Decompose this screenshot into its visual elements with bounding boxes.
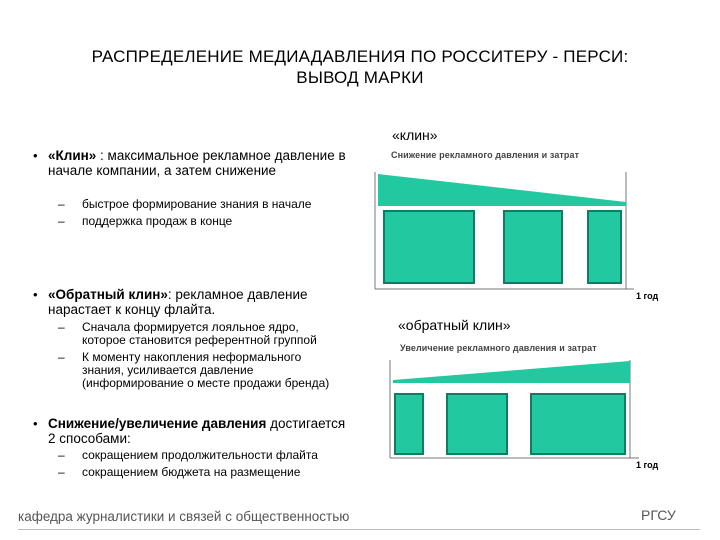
slide-title-line-1: РАСПРЕДЕЛЕНИЕ МЕДИАДАВЛЕНИЯ ПО РОССИТЕРУ - ПЕРСИ: bbox=[91, 47, 629, 66]
footer-university: РГСУ bbox=[641, 507, 676, 523]
sub-dash: – bbox=[58, 320, 65, 334]
bullet-marker: • bbox=[33, 148, 38, 163]
diagram-klin-caption: Снижение рекламного давления и затрат bbox=[391, 150, 580, 160]
sub-text-line: (информирование о месте продажи бренда) bbox=[82, 376, 330, 390]
diagram-klin-block-3 bbox=[588, 211, 621, 283]
sub-text: сокращением бюджета на размещение bbox=[82, 465, 301, 479]
diagram-klin bbox=[372, 166, 642, 291]
bullet-marker: • bbox=[33, 287, 38, 302]
bullet-marker: • bbox=[33, 416, 38, 431]
sub-text: поддержка продаж в конце bbox=[82, 214, 233, 228]
diagram-obratny-caption: Увеличение рекламного давления и затрат bbox=[400, 343, 597, 353]
diagram-klin-block-2 bbox=[504, 211, 562, 283]
diagram-obratny-year: 1 год bbox=[636, 460, 659, 470]
diagram-obratny-label: «обратный клин» bbox=[398, 317, 511, 333]
bullet-bold: Снижение/увеличение давления bbox=[48, 416, 267, 431]
sub-dash: – bbox=[58, 197, 65, 211]
sub-text-line: К моменту накопления неформального bbox=[82, 350, 302, 364]
bullet-klin bbox=[48, 148, 348, 178]
sub-dash: – bbox=[58, 465, 65, 479]
diagram-obratny bbox=[387, 356, 647, 460]
bullet-bold: «Обратный клин» bbox=[48, 287, 168, 302]
sub-dash: – bbox=[58, 350, 65, 364]
diagram-obratny-block-3 bbox=[531, 394, 625, 454]
diagram-obratny-block-2 bbox=[447, 394, 507, 454]
sub-text-line: Сначала формируется лояльное ядро, bbox=[82, 320, 299, 334]
bullet-bold: «Клин» bbox=[48, 148, 97, 163]
sub-text-line: знания, усиливается давление bbox=[82, 363, 254, 377]
sub-dash: – bbox=[58, 448, 65, 462]
footer-divider bbox=[18, 529, 700, 530]
sub-text: сокращением продолжительности флайта bbox=[82, 448, 318, 462]
footer-department: кафедра журналистики и связей с общественностью bbox=[18, 509, 350, 524]
diagram-klin-block-1 bbox=[384, 211, 474, 283]
bullet-obratny bbox=[48, 287, 368, 317]
diagram-klin-year: 1 год bbox=[636, 291, 659, 301]
diagram-obratny-block-1 bbox=[395, 394, 423, 454]
sub-dash: – bbox=[58, 214, 65, 228]
diagram-obratny-wedge bbox=[393, 361, 630, 383]
sub-text: быстрое формирование знания в начале bbox=[82, 197, 312, 211]
sub-text-line: которое становится референтной группой bbox=[82, 333, 317, 347]
bullet-methods bbox=[48, 416, 348, 446]
slide-title bbox=[20, 46, 700, 88]
bullet-text: : максимальное рекламное давление в начале компании, а затем снижение bbox=[48, 148, 346, 178]
bullet-text: : рекламное давление нарастает к концу флайта. bbox=[48, 287, 308, 317]
diagram-klin-label: «клин» bbox=[392, 127, 438, 143]
diagram-klin-wedge bbox=[378, 174, 626, 206]
slide-title-line-2: ВЫВОД МАРКИ bbox=[296, 68, 424, 87]
bullet-text: достигается 2 способами: bbox=[48, 416, 346, 446]
